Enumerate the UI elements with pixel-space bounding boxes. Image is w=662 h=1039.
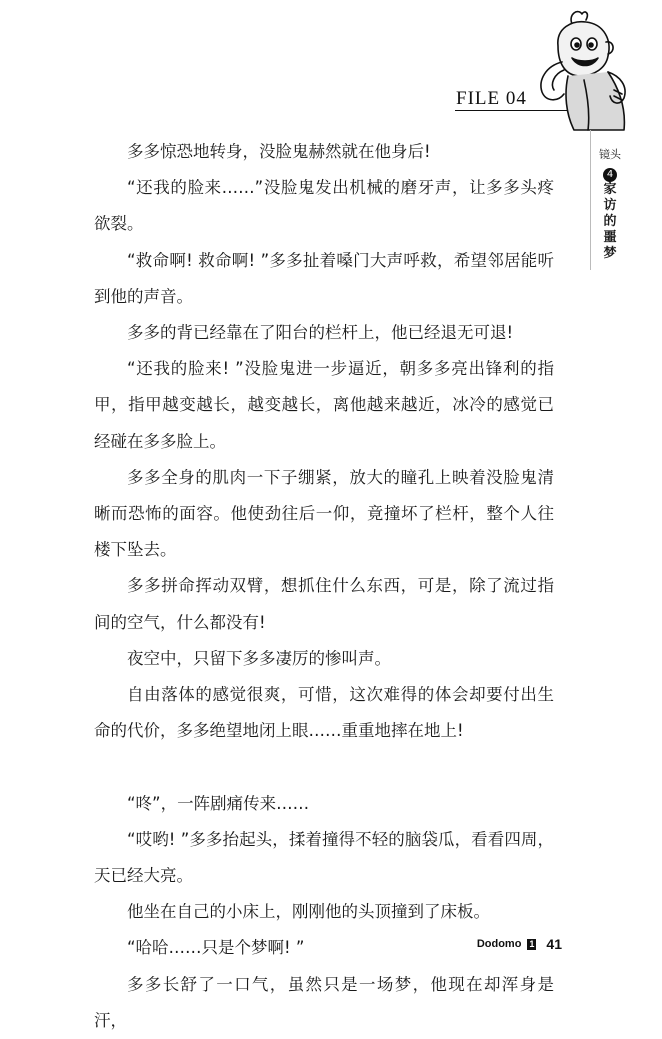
paragraph: 他坐在自己的小床上，刚刚他的头顶撞到了床板。 <box>127 902 490 922</box>
paragraph: “还我的脸来……”没脸鬼发出机械的磨牙声，让多多头疼欲裂。 <box>94 178 554 234</box>
paragraph: 多多的背已经靠在了阳台的栏杆上，他已经退无可退! <box>127 323 514 343</box>
story-text <box>94 134 554 1039</box>
page-number: 41 <box>546 936 562 952</box>
scene-break <box>94 749 554 785</box>
series-brand: Dodomo <box>476 938 522 950</box>
paragraph: “还我的脸来! ”没脸鬼进一步逼近，朝多多亮出锋利的指甲，指甲越变越长，越变越长，离他越来越近，冰冷的感觉已经碰在多多脸上。 <box>94 359 554 451</box>
mascot-illustration <box>528 6 632 136</box>
section-number-badge: 4 <box>603 168 617 182</box>
paragraph: “哎哟! ”多多抬起头，揉着撞得不轻的脑袋瓜，看看四周，天已经大亮。 <box>94 829 554 886</box>
volume-badge: 1 <box>529 938 535 949</box>
paragraph: 自由落体的感觉很爽，可惜，这次难得的体会却要付出生命的代价，多多绝望地闭上眼……重重地摔在地上! <box>94 685 554 741</box>
page-footer <box>477 936 562 952</box>
paragraph: 多多拼命挥动双臂，想抓住什么东西，可是，除了流过指间的空气，什么都没有! <box>94 576 554 632</box>
paragraph: 多多长舒了一口气，虽然只是一场梦，他现在却浑身是汗， <box>94 974 554 1030</box>
section-tab <box>592 148 628 262</box>
paragraph: “咚”，一阵剧痛传来…… <box>127 793 310 813</box>
file-label: FILE 04 <box>456 88 527 109</box>
section-label: 镜头 <box>599 148 621 161</box>
paragraph: “救命啊! 救命啊! ”多多扯着嗓门大声呼救，希望邻居能听到他的声音。 <box>94 250 554 306</box>
paragraph: “哈哈……只是个梦啊! ” <box>127 938 305 958</box>
paragraph: 多多全身的肌肉一下子绷紧，放大的瞳孔上映着没脸鬼清晰而恐怖的面容。他使劲往后一仰，竟撞坏了栏杆，整个人往楼下坠去。 <box>94 467 554 560</box>
paragraph: 夜空中，只留下多多凄厉的惨叫声。 <box>127 648 391 668</box>
paragraph: 多多惊恐地转身，没脸鬼赫然就在他身后! <box>127 142 431 161</box>
section-title: 家访的噩梦 <box>603 182 617 261</box>
side-divider <box>590 130 591 270</box>
